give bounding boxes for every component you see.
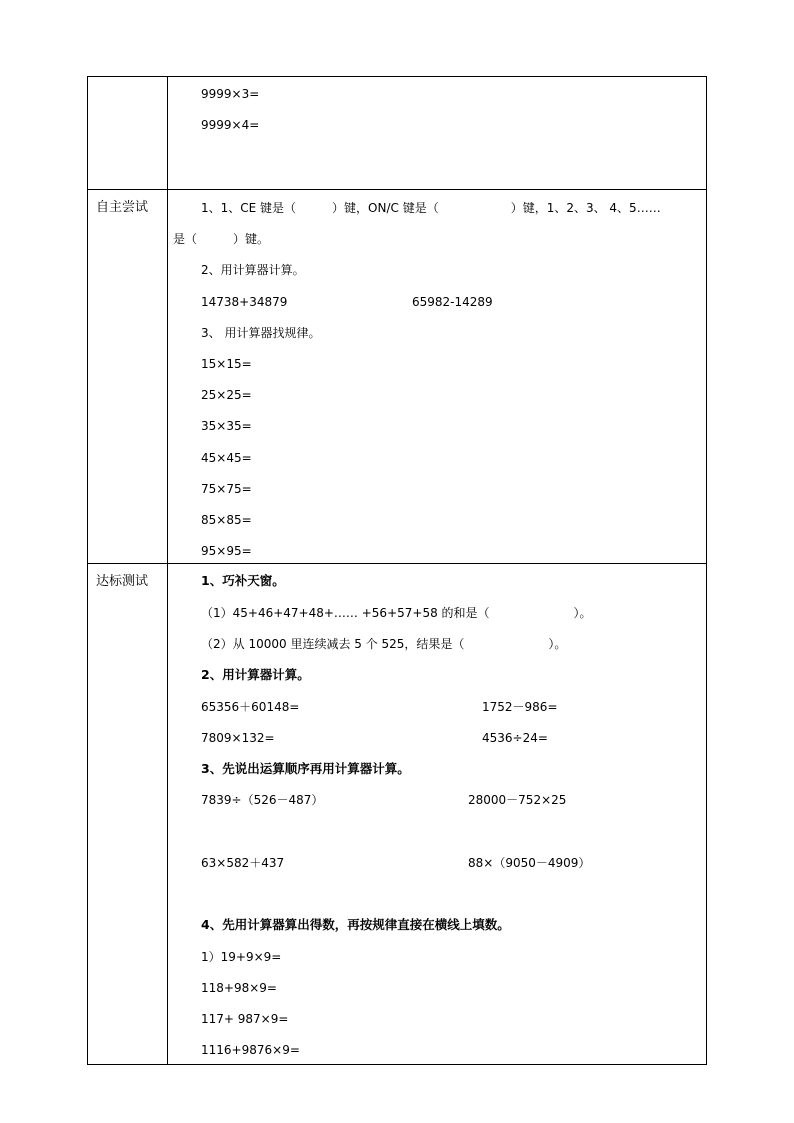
question-title: 2、用计算器计算。 — [201, 263, 305, 277]
equation-line: 14738+34879 — [201, 295, 288, 309]
question-text: 是（ ）键。 — [173, 232, 270, 246]
equation-line: 1116+9876×9= — [201, 1043, 300, 1057]
table-row — [88, 77, 707, 190]
row-label-cell — [88, 564, 168, 1065]
equation-line: 15×15= — [201, 357, 252, 371]
equation-line: 4536÷24= — [482, 731, 548, 745]
equation-line: 1752－986= — [482, 700, 558, 714]
question-text: （1）45+46+47+48+…… +56+57+58 的和是（ ）。 — [201, 606, 592, 620]
row-label-cell — [88, 190, 168, 564]
equation-line: 45×45= — [201, 451, 252, 465]
equation-line: 85×85= — [201, 513, 252, 527]
lesson-table — [87, 76, 707, 1065]
equation-line: 7839÷（526－487） — [201, 793, 324, 807]
row-content-cell — [168, 190, 707, 564]
equation-line: 28000－752×25 — [468, 793, 567, 807]
equation-line: 88×（9050－4909） — [468, 856, 591, 870]
question-title: 1、巧补天窗。 — [201, 573, 285, 588]
question-title: 2、用计算器计算。 — [201, 667, 310, 682]
equation-line: 35×35= — [201, 419, 252, 433]
equation-line: 1）19+9×9= — [201, 950, 282, 964]
row-label-cell — [88, 77, 168, 190]
table-row — [88, 564, 707, 1065]
equation-line: 9999×4= — [201, 118, 260, 132]
equation-line: 63×582＋437 — [201, 856, 285, 870]
section-label: 自主尝试 — [96, 200, 149, 215]
question-text: （2）从 10000 里连续减去 5 个 525，结果是（ ）。 — [201, 637, 567, 651]
equation-line: 65356＋60148= — [201, 700, 300, 714]
question-text: 1、1、CE 键是（ ）键，ON/C 键是（ ）键，1、2、3、 4、5…… — [201, 201, 661, 215]
equation-line: 25×25= — [201, 388, 252, 402]
equation-line: 95×95= — [201, 544, 252, 558]
section-label: 达标测试 — [96, 574, 149, 589]
equation-line: 65982-14289 — [412, 295, 493, 309]
equation-line: 117+ 987×9= — [201, 1012, 289, 1026]
equation-line: 7809×132= — [201, 731, 275, 745]
row-content-cell — [168, 77, 707, 190]
row-content-cell — [168, 564, 707, 1065]
equation-line: 9999×3= — [201, 87, 260, 101]
question-title: 3、先说出运算顺序再用计算器计算。 — [201, 761, 410, 776]
equation-line: 75×75= — [201, 482, 252, 496]
question-title: 4、先用计算器算出得数，再按规律直接在横线上填数。 — [201, 917, 510, 932]
question-title: 3、 用计算器找规律。 — [201, 326, 321, 340]
equation-line: 118+98×9= — [201, 981, 277, 995]
table-row — [88, 190, 707, 564]
